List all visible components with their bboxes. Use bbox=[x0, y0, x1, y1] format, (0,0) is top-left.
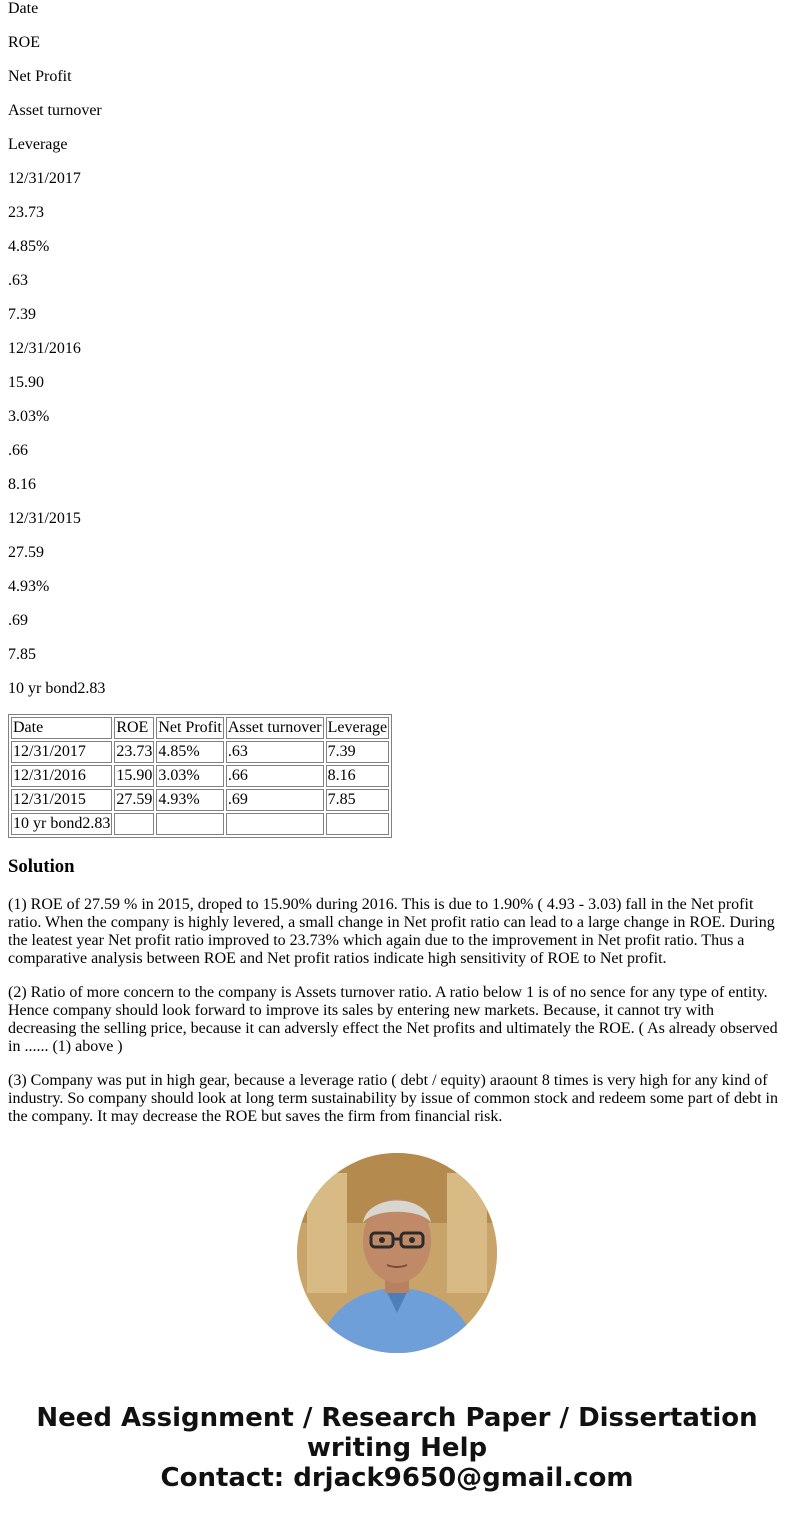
list-line: Asset turnover bbox=[8, 102, 102, 119]
table-cell: 7.39 bbox=[326, 741, 390, 763]
solution-paragraph: (2) Ratio of more concern to the company is Assets turnover ratio. A ratio below 1 is of no sence for any type of entity. Hence company should look forward to improve its sales by entering new markets. Because, it cannot try with decreasing the selling price, because it can adversly effect the Net profits and ultimately the ROE. ( As already observed in ...... (1) above ) bbox=[8, 984, 778, 1055]
table-cell: 7.85 bbox=[326, 789, 390, 811]
table-cell: 15.90 bbox=[114, 765, 154, 787]
ratio-table bbox=[8, 714, 392, 838]
table-cell: Date bbox=[11, 717, 112, 739]
table-cell bbox=[326, 813, 390, 835]
promo-banner bbox=[0, 1403, 794, 1493]
table-header-row bbox=[11, 717, 389, 739]
list-line: .63 bbox=[8, 272, 28, 289]
list-line: Date bbox=[8, 0, 39, 17]
list-line: 10 yr bond2.83 bbox=[8, 680, 106, 697]
contact-email: Contact: drjack9650@gmail.com bbox=[160, 1463, 634, 1493]
list-line: 15.90 bbox=[8, 374, 44, 391]
table-cell: 3.03% bbox=[156, 765, 224, 787]
table-row bbox=[11, 813, 389, 835]
table-cell: 23.73 bbox=[114, 741, 154, 763]
table-cell: .63 bbox=[226, 741, 324, 763]
table-cell: 12/31/2016 bbox=[11, 765, 112, 787]
table-cell: Leverage bbox=[326, 717, 390, 739]
table-cell bbox=[114, 813, 154, 835]
table-cell: 10 yr bond2.83 bbox=[11, 813, 112, 835]
table-cell: 27.59 bbox=[114, 789, 154, 811]
promo-line: Need Assignment / Research Paper / Dissertation bbox=[36, 1403, 758, 1433]
list-line: .66 bbox=[8, 442, 28, 459]
list-line: 27.59 bbox=[8, 544, 44, 561]
list-line: 12/31/2017 bbox=[8, 170, 81, 187]
list-line: 7.39 bbox=[8, 306, 36, 323]
table-cell: .69 bbox=[226, 789, 324, 811]
list-line: .69 bbox=[8, 612, 28, 629]
table-cell: 8.16 bbox=[326, 765, 390, 787]
list-line: 12/31/2016 bbox=[8, 340, 81, 357]
list-line: 4.93% bbox=[8, 578, 50, 595]
table-row bbox=[11, 765, 389, 787]
table-row bbox=[11, 741, 389, 763]
person-photo-icon bbox=[297, 1153, 497, 1353]
list-line: 8.16 bbox=[8, 476, 36, 493]
list-line: 3.03% bbox=[8, 408, 50, 425]
list-line: ROE bbox=[8, 34, 40, 51]
table-cell: ROE bbox=[114, 717, 154, 739]
solution-paragraph: (3) Company was put in high gear, because a leverage ratio ( debt / equity) araount 8 times is very high for any kind of industry. So company should look at long term sustainability by issue of common stock and redeem some part of debt in the company. It may decrease the ROE but saves the firm from financial risk. bbox=[8, 1072, 778, 1125]
table-cell bbox=[156, 813, 224, 835]
table-cell: 12/31/2015 bbox=[11, 789, 112, 811]
table-cell: Asset turnover bbox=[226, 717, 324, 739]
list-line: 7.85 bbox=[8, 646, 36, 663]
table-cell: 4.93% bbox=[156, 789, 224, 811]
list-line: Leverage bbox=[8, 136, 68, 153]
table-cell: Net Profit bbox=[156, 717, 224, 739]
list-line: Net Profit bbox=[8, 68, 72, 85]
ratio-list bbox=[8, 0, 786, 698]
table-cell: .66 bbox=[226, 765, 324, 787]
list-line: 12/31/2015 bbox=[8, 510, 81, 527]
table-cell: 4.85% bbox=[156, 741, 224, 763]
table-cell bbox=[226, 813, 324, 835]
list-line: 23.73 bbox=[8, 204, 44, 221]
promo-line: writing Help bbox=[306, 1433, 488, 1463]
solution-paragraph: (1) ROE of 27.59 % in 2015, droped to 15.90% during 2016. This is due to 1.90% ( 4.93 - 3.03) fall in the Net profit ratio. When the company is highly levered, a small change in Net profit ratio can lead to a large change in ROE. During the leatest year Net profit ratio improved to 23.73% which again due to the improvement in Net profit ratio. Thus a comparative analysis between ROE and Net profit ratios indicate high sensitivity of ROE to Net profit. bbox=[8, 896, 775, 967]
solution-heading: Solution bbox=[8, 856, 75, 877]
table-cell: 12/31/2017 bbox=[11, 741, 112, 763]
avatar bbox=[297, 1153, 497, 1353]
list-line: 4.85% bbox=[8, 238, 50, 255]
table-row bbox=[11, 789, 389, 811]
